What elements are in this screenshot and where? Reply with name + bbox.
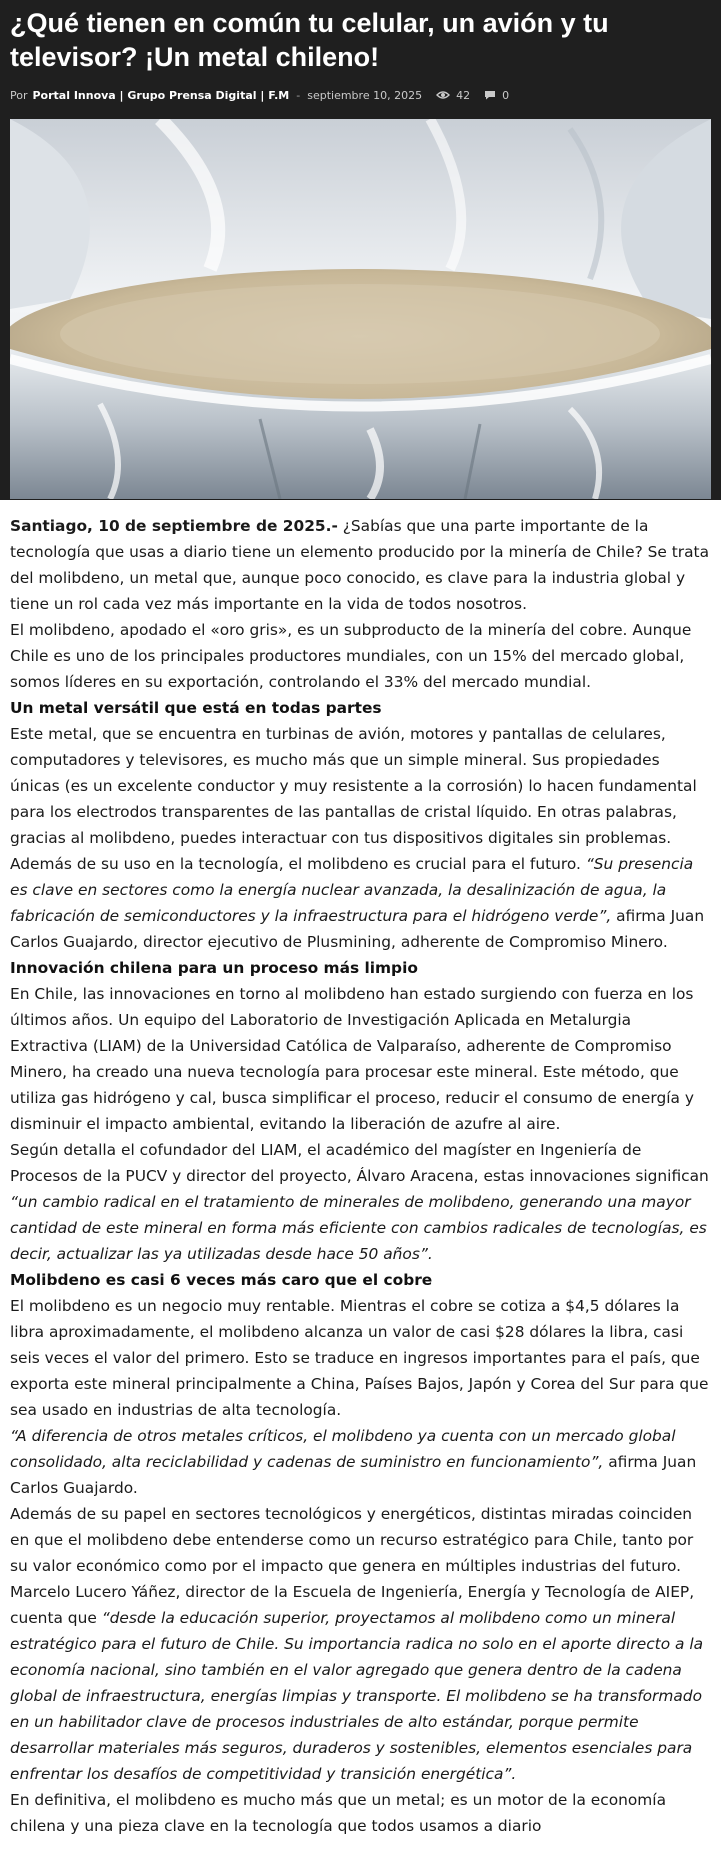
quote-aracena: “un cambio radical en el tratamiento de minerales de molibdeno, generando una mayor cantidad de este mineral en forma más eficiente con cambios radicales de tecnologías, es decir, actualizar las ya utilizadas desde hace 50 años”. <box>10 1193 707 1263</box>
paragraph-future <box>10 851 711 955</box>
paragraph-liam: En Chile, las innovaciones en torno al molibdeno han estado surgiendo con fuerza en los últimos años. Un equipo del Laboratorio de Investigación Aplicada en Metalurgia Extractiva (LIAM) de la Universidad Católica de Valparaíso, adherente de Compromiso Minero, ha creado una nueva tecnología para procesar este mineral. Este método, que utiliza gas hidrógeno y cal, busca simplificar el proceso, reducir el consumo de energía y disminuir el impacto ambiental, evitando la liberación de azufre al aire. <box>10 985 694 1133</box>
paragraph-price: El molibdeno es un negocio muy rentable. Mientras el cobre se cotiza a $4,5 dólares la libra aproximadamente, el molibdeno alcanza un valor de casi $28 dólares la libra, casi seis veces el valor del primero. Esto se traduce en ingresos importantes para el país, que exporta este mineral principalmente a China, Países Bajos, Japón y Corea del Sur para que sea usado en industrias de alta tecnología. <box>10 1297 709 1419</box>
eye-icon <box>436 90 450 100</box>
aracena-text: Según detalla el cofundador del LIAM, el académico del magíster en Ingeniería de Procesos de la PUCV y director del proyecto, Álvaro Aracena, estas innovaciones significan <box>10 1141 709 1185</box>
quote-guajardo-1: “Su presencia es clave en sectores como la energía nuclear avanzada, la desalinización de agua, la fabricación de semiconductores y la infraestructura para el hidrógeno verde”, <box>10 855 694 925</box>
article-header <box>0 0 721 500</box>
subheading-innovation: Innovación chilena para un proceso más limpio <box>10 959 418 977</box>
paragraph-quote-guajardo-2 <box>10 1423 711 1501</box>
future-attribution: afirma Juan Carlos Guajardo, director ejecutivo de Plusmining, adherente de Compromiso Minero. <box>10 907 705 951</box>
article-body <box>0 500 721 1839</box>
paragraph-aracena <box>10 1137 711 1267</box>
molybdenum-powder-photo <box>10 119 711 499</box>
subheading-versatile-metal: Un metal versátil que está en todas partes <box>10 699 382 717</box>
article-meta <box>10 86 711 104</box>
subheading-price: Molibdeno es casi 6 veces más caro que el cobre <box>10 1271 433 1289</box>
views-stat <box>436 89 470 102</box>
guajardo-attribution: afirma Juan Carlos Guajardo. <box>10 1453 697 1497</box>
meta-separator: - <box>296 88 301 102</box>
comments-count: 0 <box>502 88 510 102</box>
views-count: 42 <box>456 88 471 102</box>
quote-lucero: “desde la educación superior, proyectamos al molibdeno como un mineral estratégico para el futuro de Chile. Su importancia radica no solo en el aporte directo a la economía nacional, sino también en el valor agregado que genera dentro de la cadena global de infraestructura, energías limpias y transporte. El molibdeno se ha transformado en un habilitador clave de procesos industriales de alto estándar, porque permite desarrollar materiales más seguros, duraderos y sostenibles, elementos esenciales para enfrentar los desafíos de competitividad y transición energética”. <box>10 1609 704 1783</box>
lucero-text: Marcelo Lucero Yáñez, director de la Escuela de Ingeniería, Energía y Tecnología de AIEP, cuenta que <box>10 1583 695 1627</box>
comment-icon <box>484 90 496 100</box>
comments-stat[interactable] <box>484 89 509 102</box>
paragraph-lucero <box>10 1579 711 1787</box>
quote-guajardo-2: “A diferencia de otros metales críticos, el molibdeno ya cuenta con un mercado global consolidado, alta reciclabilidad y cadenas de suministro en funcionamiento”, <box>10 1427 676 1471</box>
by-label: Por <box>10 88 28 102</box>
future-text: Además de su uso en la tecnología, el molibdeno es crucial para el futuro. <box>10 855 586 873</box>
paragraph-oro-gris: El molibdeno, apodado el «oro gris», es un subproducto de la minería del cobre. Aunque Chile es uno de los principales productores mundiales, con un 15% del mercado global, somos líderes en su exportación, controlando el 33% del mercado mundial. <box>10 621 692 691</box>
author-link[interactable]: Portal Innova | Grupo Prensa Digital | F.M <box>32 88 290 102</box>
publish-date: septiembre 10, 2025 <box>307 88 423 102</box>
intro-text: ¿Sabías que una parte importante de la tecnología que usas a diario tiene un elemento producido por la minería de Chile? Se trata del molibdeno, un metal que, aunque poco conocido, es clave para la industria global y tiene un rol cada vez más importante en la vida de todos nosotros. <box>10 517 710 613</box>
article-title: ¿Qué tienen en común tu celular, un avión y tu televisor? ¡Un metal chileno! <box>10 8 609 72</box>
dateline: Santiago, 10 de septiembre de 2025.- <box>10 517 338 535</box>
paragraph-uses: Este metal, que se encuentra en turbinas de avión, motores y pantallas de celulares, computadores y televisores, es mucho más que un simple mineral. Sus propiedades únicas (es un excelente conductor y muy resistente a la corrosión) lo hacen fundamental para los electrodos transparentes de las pantallas de cristal líquido. En otras palabras, gracias al molibdeno, puedes interactuar con tus dispositivos digitales sin problemas. <box>10 725 697 847</box>
paragraph-strategic: Además de su papel en sectores tecnológicos y energéticos, distintas miradas coinciden en que el molibdeno debe entenderse como un recurso estratégico para Chile, tanto por su valor económico como por el impacto que genera en múltiples industrias del futuro. <box>10 1505 694 1575</box>
paragraph-conclusion: En definitiva, el molibdeno es mucho más que un metal; es un motor de la economía chilena y una pieza clave en la tecnología que todos usamos a diario <box>10 1791 666 1835</box>
paragraph-intro <box>10 513 711 617</box>
featured-image <box>10 119 711 499</box>
